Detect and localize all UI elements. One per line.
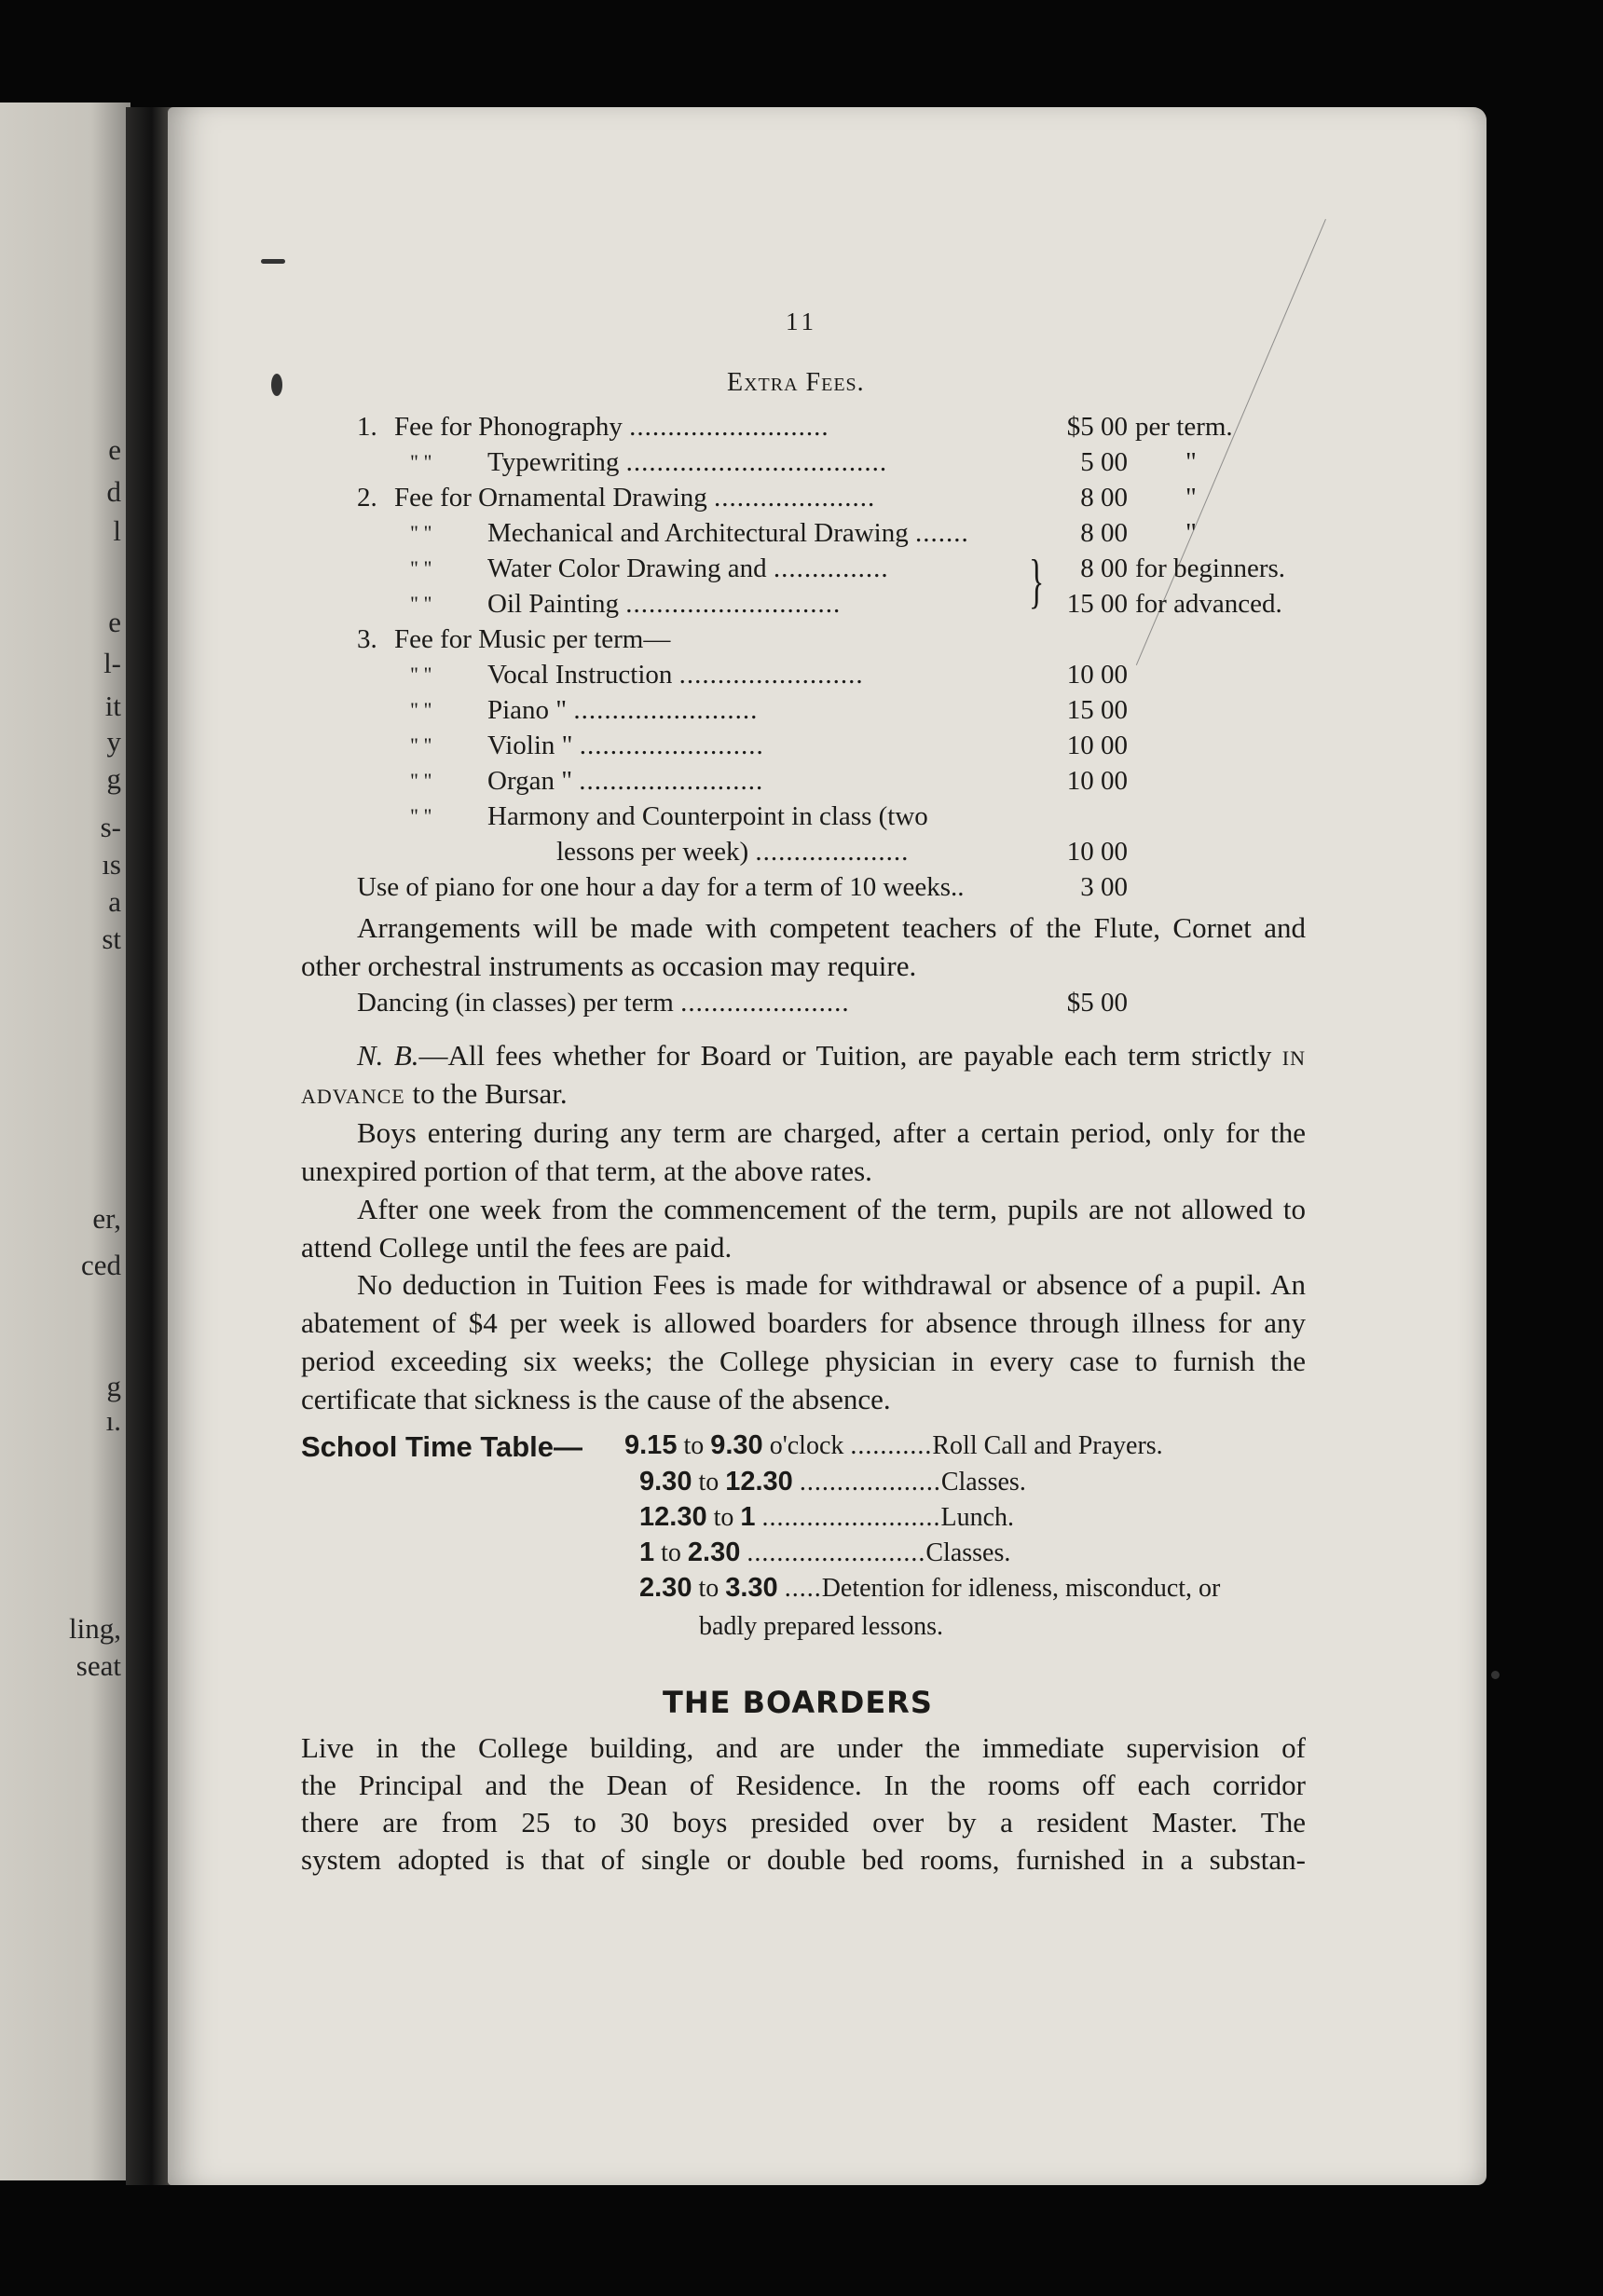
ditto-mark: " " (410, 663, 432, 686)
fee-label: Water Color Drawing and ............... (487, 554, 889, 583)
left-facing-page (0, 102, 130, 2180)
boarders-line: Live in the College building, and are under the immediate supervision of (301, 1731, 1306, 1764)
fee-label: Vocal Instruction ........................ (487, 660, 864, 690)
left-page-fragment: ı. (105, 1404, 121, 1437)
boarders-line: system adopted is that of single or double bed rooms, furnished in a substan- (301, 1843, 1306, 1876)
fee-amount: 10 00 (1066, 731, 1128, 760)
left-page-fragment: a (108, 885, 121, 918)
left-page-fragment: ıs (102, 848, 121, 881)
book-spine (126, 107, 172, 2185)
fee-amount: $5 00 (1066, 412, 1128, 442)
fee-label: Fee for Ornamental Drawing ..................... (394, 483, 876, 512)
section-title: Extra Fees. (727, 368, 865, 397)
time-to: to (713, 1503, 734, 1532)
time-table-row (639, 1502, 1014, 1533)
time-start: 9.15 (624, 1430, 678, 1460)
left-page-fragment: g (106, 762, 121, 795)
fee-amount: 15 00 (1066, 589, 1128, 619)
dot-leader: ..................... (714, 483, 876, 512)
time-table-row (639, 1538, 1010, 1568)
left-page-fragment: e (108, 606, 121, 638)
time-to: to (698, 1574, 719, 1603)
left-page-fragment: er, (92, 1202, 121, 1235)
fee-amount: 3 00 (1080, 872, 1128, 902)
ink-speck (261, 259, 285, 264)
fee-note: for beginners. (1135, 554, 1286, 583)
dancing-amount: $5 00 (1066, 988, 1128, 1018)
time-table-row (639, 1573, 1220, 1604)
time-activity: Lunch. (940, 1503, 1015, 1532)
dot-leader: ................... (799, 1468, 941, 1496)
fee-amount: 5 00 (1080, 447, 1128, 477)
left-page-fragment: ced (80, 1249, 121, 1281)
dancing-leader: ...................... (680, 988, 850, 1018)
ink-speck (271, 374, 282, 396)
fee-label: Piano " ........................ (487, 695, 759, 725)
time-start: 12.30 (639, 1502, 707, 1532)
time-to: to (683, 1431, 705, 1460)
fee-note: " (1185, 518, 1197, 548)
dot-leader: ........................ (678, 660, 864, 690)
time-start: 2.30 (639, 1573, 692, 1603)
boarders-heading: THE BOARDERS (663, 1685, 933, 1720)
fee-note: " (1185, 447, 1197, 477)
dot-leader: ............................ (625, 589, 842, 619)
fee-label: Fee for Phonography .......................... (394, 412, 829, 442)
left-page-fragment: s- (100, 811, 121, 843)
time-activity: Classes. (940, 1468, 1026, 1496)
ditto-mark: " " (410, 592, 432, 615)
left-page-fragment: e (108, 433, 121, 466)
left-page-fragment: d (106, 475, 121, 508)
left-page-fragment: l- (103, 647, 121, 679)
time-end: 12.30 (725, 1467, 793, 1496)
ditto-mark: " " (410, 733, 432, 757)
boarders-line: the Principal and the Dean of Residence. In the rooms off each corridor (301, 1769, 1306, 1801)
time-activity: Detention for idleness, misconduct, or (821, 1574, 1221, 1603)
dot-leader: ........................ (761, 1503, 941, 1532)
fee-amount: 8 00 (1080, 483, 1128, 512)
fee-amount: 8 00 (1080, 554, 1128, 583)
fee-label: Use of piano for one hour a day for a term of 10 weeks.. (357, 872, 965, 902)
dot-leader: ....... (914, 518, 969, 548)
fee-label: Violin " ........................ (487, 731, 764, 760)
fee-note: " (1185, 483, 1197, 512)
fee-label: lessons per week) .................... (556, 837, 910, 867)
fee-label: Oil Painting ............................ (487, 589, 842, 619)
fee-label: Organ " ........................ (487, 766, 764, 796)
time-activity: Classes. (925, 1538, 1011, 1567)
time-start: 1 (639, 1538, 655, 1567)
boarders-line: there are from 25 to 30 boys presided over by a resident Master. The (301, 1806, 1306, 1838)
fee-amount: 15 00 (1066, 695, 1128, 725)
time-end: 3.30 (725, 1573, 778, 1603)
fee-label: Typewriting .................................. (487, 447, 888, 477)
dot-leader: ........................ (579, 766, 764, 796)
ink-speck (1491, 1671, 1500, 1679)
left-page-fragment: l (113, 514, 121, 547)
time-activity: Roll Call and Prayers. (932, 1431, 1163, 1460)
fee-label: Mechanical and Architectural Drawing ....... (487, 518, 969, 548)
ditto-mark: " " (410, 804, 432, 827)
ditto-mark: " " (410, 450, 432, 473)
fee-number: 2. (357, 483, 377, 512)
dot-leader: .................................. (625, 447, 888, 477)
fee-amount: 10 00 (1066, 766, 1128, 796)
after-one-week-paragraph: After one week from the commencement of the term, pupils are not allowed to attend College until the fees are paid. (301, 1193, 1306, 1264)
fee-number: 1. (357, 412, 377, 442)
fee-label: Fee for Music per term— (394, 624, 671, 654)
left-page-fragment: y (106, 725, 121, 758)
dot-leader: ........................ (573, 695, 759, 725)
fee-note: per term. (1135, 412, 1233, 442)
nb-paragraph (301, 1036, 1306, 1113)
nb-prefix: N. B. (357, 1039, 419, 1072)
left-page-fragment: st (102, 922, 121, 955)
nb-advance-caps: in advance (301, 1039, 1306, 1110)
fee-amount: 10 00 (1066, 837, 1128, 867)
left-page-fragment: g (106, 1370, 121, 1402)
left-page-fragments (0, 102, 130, 2180)
time-suffix: o'clock (769, 1431, 844, 1460)
time-to: to (698, 1468, 719, 1496)
dancing-row (357, 986, 850, 1019)
fee-amount: 10 00 (1066, 660, 1128, 690)
dot-leader: ........................ (579, 731, 764, 760)
dot-leader: .......................... (629, 412, 829, 442)
time-table-label: School Time Table— (301, 1430, 583, 1463)
dot-leader: ..... (784, 1574, 822, 1603)
page-number: 11 (786, 308, 817, 335)
ditto-mark: " " (410, 556, 432, 580)
left-page-fragment: seat (75, 1649, 121, 1682)
time-end: 1 (740, 1502, 756, 1532)
fee-number: 3. (357, 624, 377, 654)
brace-mark: } (1029, 550, 1045, 616)
arrangements-paragraph: Arrangements will be made with competent teachers of the Flute, Cornet and other orchestral instruments as occasion may require. (301, 911, 1306, 982)
boys-entering-paragraph: Boys entering during any term are charged, after a certain period, only for the unexpired portion of that term, at the above rates. (301, 1116, 1306, 1187)
fee-amount: 8 00 (1080, 518, 1128, 548)
time-start: 9.30 (639, 1467, 692, 1496)
left-page-fragment: ling, (69, 1612, 121, 1645)
ditto-mark: " " (410, 698, 432, 721)
left-page-fragment: it (104, 690, 121, 722)
dot-leader: .................... (755, 837, 910, 867)
time-end: 2.30 (687, 1538, 741, 1567)
time-table-row (624, 1430, 1163, 1461)
time-to: to (661, 1538, 681, 1567)
dancing-label: Dancing (in classes) per term (357, 988, 674, 1018)
no-deduction-paragraph: No deduction in Tuition Fees is made for withdrawal or absence of a pupil. An abatement of $4 per week is allowed boarders for absence through illness for any period exceeding six weeks; the College physician in every case to furnish the certificate that sickness is the cause of the absence. (301, 1268, 1306, 1415)
dot-leader: ........... (850, 1431, 933, 1460)
time-end: 9.30 (710, 1430, 763, 1460)
dot-leader: ........................ (747, 1538, 926, 1567)
fee-label: Harmony and Counterpoint in class (two (487, 801, 928, 831)
fee-note: for advanced. (1135, 589, 1282, 619)
dot-leader: ............... (773, 554, 889, 583)
ditto-mark: " " (410, 521, 432, 544)
ditto-mark: " " (410, 769, 432, 792)
nb-text-2: to the Bursar. (412, 1077, 568, 1110)
time-table-row (639, 1467, 1026, 1497)
time-table-continuation: badly prepared lessons. (699, 1612, 944, 1641)
nb-text-1: —All fees whether for Board or Tuition, are payable each term strictly (418, 1039, 1272, 1072)
